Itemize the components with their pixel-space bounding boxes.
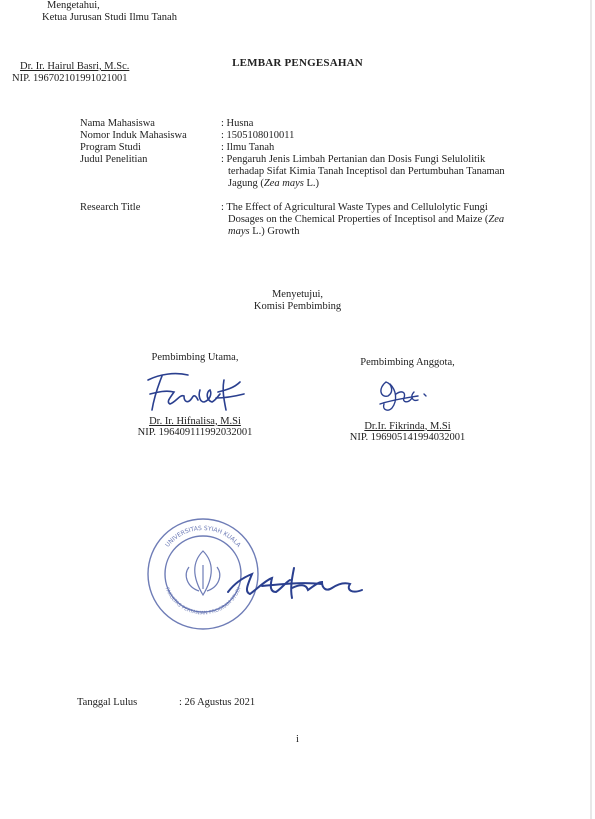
title-species: Zea mays bbox=[263, 178, 304, 189]
graduation-label: Tanggal Lulus bbox=[77, 697, 138, 708]
field-label: Nama Mahasiswa bbox=[80, 118, 155, 129]
field-row-title-en bbox=[80, 202, 510, 238]
signer-name: Dr.Ir. Fikrinda, M.Si bbox=[364, 420, 451, 432]
field-value: : Ilmu Tanah bbox=[221, 142, 275, 153]
stamp-faculty-text: FAKULTAS PERTANIAN PROGRAM STUDI bbox=[163, 586, 243, 617]
page-number: i bbox=[296, 734, 299, 745]
graduation-value: : 26 Agustus 2021 bbox=[179, 697, 256, 708]
signer-nip: NIP. 196905141994032001 bbox=[349, 432, 466, 443]
signature-member-image bbox=[372, 374, 442, 418]
approval-committee: Komisi Pembimbing bbox=[253, 301, 342, 312]
graduation-date-row bbox=[77, 697, 255, 708]
signer-nip: NIP. 196409111992032001 bbox=[137, 427, 253, 438]
signer-name: Dr. Ir. Hairul Basri, M.Sc. bbox=[20, 61, 130, 72]
stamp-university-text: UNIVERSITAS SYIAH KUALA bbox=[164, 524, 242, 549]
acknowledge-label: Mengetahui, bbox=[47, 0, 100, 11]
field-row-program bbox=[80, 142, 510, 154]
approval-line: Menyetujui, bbox=[271, 289, 324, 300]
field-value bbox=[221, 154, 510, 190]
field-label: Judul Penelitian bbox=[80, 154, 148, 165]
svg-text:UNIVERSITAS SYIAH KUALA bbox=[164, 525, 243, 549]
field-label: Research Title bbox=[80, 202, 141, 213]
field-row-title-id bbox=[80, 154, 510, 190]
head-position: Ketua Jurusan Studi Ilmu Tanah bbox=[42, 11, 177, 23]
title-species: Zea mays bbox=[228, 214, 505, 237]
field-row-name bbox=[80, 118, 510, 130]
signature-block-head bbox=[0, 0, 200, 84]
field-label: Nomor Induk Mahasiswa bbox=[80, 130, 187, 141]
page-title: LEMBAR PENGESAHAN bbox=[232, 57, 363, 69]
field-value: : Husna bbox=[221, 118, 254, 129]
field-value bbox=[221, 202, 510, 238]
signer-role: Pembimbing Anggota, bbox=[360, 357, 455, 368]
title-text-end: L.) Growth bbox=[249, 226, 300, 237]
signer-name: Dr. Ir. Hifnalisa, M.Si bbox=[149, 415, 241, 427]
field-value: : 1505108010011 bbox=[221, 130, 295, 141]
field-row-nim bbox=[80, 130, 510, 142]
signer-nip: NIP. 196702101991021001 bbox=[12, 72, 128, 84]
approval-heading bbox=[0, 289, 595, 313]
title-text-end: L.) bbox=[303, 178, 320, 189]
signature-head-image bbox=[222, 558, 372, 608]
signer-role: Pembimbing Utama, bbox=[151, 352, 239, 363]
info-table bbox=[80, 118, 510, 238]
title-text: : The Effect of Agricultural Waste Types and Cellulolytic Fungi Dosages on the Chemical Properties of Inceptisol and Maize ( bbox=[221, 202, 489, 225]
title-text: : Pengaruh Jenis Limbah Pertanian dan Dosis Fungi Selulolitik terhadap Sifat Kimia Tanah Inceptisol dan Pertumbuhan Tanaman Jagung ( bbox=[221, 154, 505, 189]
page-edge bbox=[590, 0, 592, 819]
signature-main-image bbox=[140, 366, 250, 416]
field-label: Program Studi bbox=[80, 142, 141, 153]
